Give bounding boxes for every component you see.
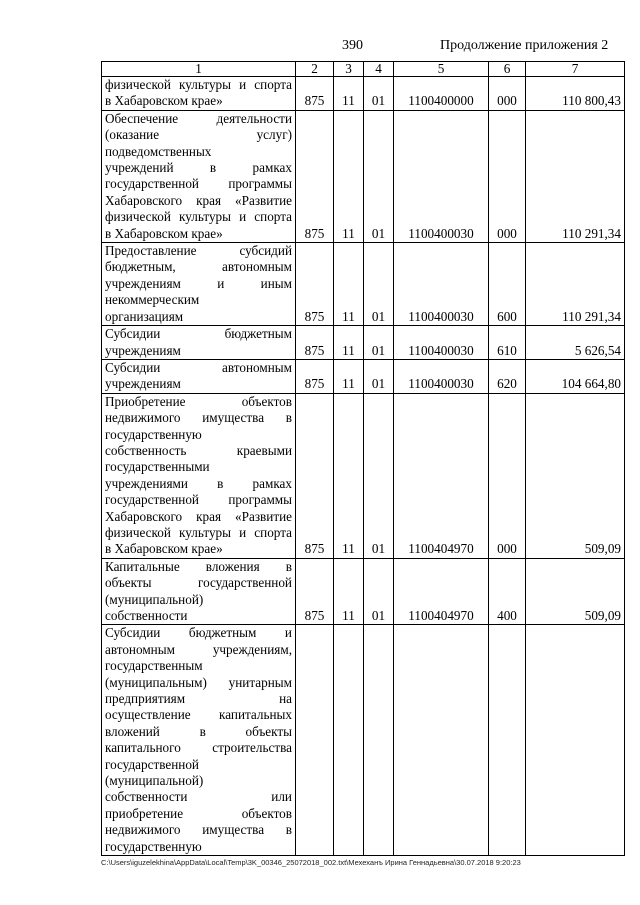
table-row (102, 243, 625, 326)
description-line: организациям (105, 308, 184, 324)
cell-expense-type: 600 (489, 243, 526, 326)
cell-subsection: 01 (364, 110, 394, 242)
description-line: вложений в объекты (105, 723, 292, 739)
description-line: (муниципальной) (105, 773, 204, 789)
description-line: осуществление капитальных (105, 707, 292, 723)
cell-description (102, 625, 296, 856)
cell-description (102, 77, 296, 111)
description-line: учреждениям и иным (105, 275, 292, 291)
cell-section (334, 625, 364, 856)
cell-target-article (394, 625, 489, 856)
cell-subsection: 01 (364, 393, 394, 558)
cell-expense-type: 000 (489, 77, 526, 111)
description-line: в Хабаровском крае» (105, 225, 223, 241)
description-line: физической культуры и спорта (105, 77, 292, 92)
table-row (102, 110, 625, 242)
column-header: 2 (296, 62, 334, 77)
cell-ministry-code: 875 (296, 359, 334, 393)
description-line: учреждениям (105, 376, 181, 392)
description-line: подведомственных (105, 143, 212, 159)
cell-ministry-code: 875 (296, 393, 334, 558)
description-line: собственность краевыми (105, 442, 292, 458)
cell-section: 11 (334, 110, 364, 242)
table-header-row (102, 62, 625, 77)
page-number: 390 (342, 38, 363, 53)
file-path-footer: C:\Users\iguzelekhina\AppData\Local\Temp\3K_00346_25072018_002.txt\Мехеханъ Ирина Геннадьевна\30.07.2018 9:20:23 (101, 858, 521, 867)
cell-description (102, 393, 296, 558)
description-line: в Хабаровском крае» (105, 93, 223, 109)
cell-expense-type: 400 (489, 558, 526, 625)
table-row (102, 558, 625, 625)
table-row (102, 77, 625, 111)
description-line: Субсидии бюджетным и (105, 625, 292, 641)
description-line: некоммерческим (105, 292, 200, 308)
description-line: Капитальные вложения в (105, 558, 292, 574)
cell-expense-type: 000 (489, 393, 526, 558)
description-line: (муниципальным) унитарным (105, 674, 292, 690)
description-line: государственной (105, 756, 199, 772)
description-line: Субсидии автономным (105, 359, 292, 375)
cell-subsection: 01 (364, 77, 394, 111)
cell-target-article: 1100404970 (394, 393, 489, 558)
description-line: бюджетным, автономным (105, 259, 292, 275)
cell-expense-type: 610 (489, 326, 526, 360)
cell-amount: 104 664,80 (526, 359, 625, 393)
description-line: государственной программы (105, 492, 292, 508)
cell-target-article: 1100400000 (394, 77, 489, 111)
column-header: 6 (489, 62, 526, 77)
cell-target-article: 1100400030 (394, 326, 489, 360)
description-line: учреждениям (105, 342, 181, 358)
description-line: приобретение объектов (105, 805, 292, 821)
cell-description (102, 326, 296, 360)
description-line: предприятиям на (105, 691, 292, 707)
table-row (102, 326, 625, 360)
description-line: физической культуры и спорта (105, 524, 292, 540)
cell-amount: 509,09 (526, 393, 625, 558)
cell-subsection: 01 (364, 326, 394, 360)
description-line: собственности (105, 608, 188, 623)
description-line: государственную (105, 838, 202, 854)
cell-target-article: 1100400030 (394, 110, 489, 242)
cell-amount: 110 800,43 (526, 77, 625, 111)
budget-table (101, 61, 625, 856)
cell-section: 11 (334, 243, 364, 326)
cell-ministry-code: 875 (296, 558, 334, 625)
cell-section: 11 (334, 77, 364, 111)
column-header: 7 (526, 62, 625, 77)
description-line: капитального строительства (105, 740, 292, 756)
cell-ministry-code: 875 (296, 77, 334, 111)
description-line: государственную (105, 426, 202, 442)
description-line: учреждений в рамках (105, 160, 292, 176)
cell-ministry-code (296, 625, 334, 856)
cell-section: 11 (334, 359, 364, 393)
cell-subsection: 01 (364, 558, 394, 625)
cell-amount (526, 625, 625, 856)
description-line: недвижимого имущества в (105, 822, 292, 838)
cell-ministry-code: 875 (296, 326, 334, 360)
description-line: недвижимого имущества в (105, 410, 292, 426)
cell-description (102, 558, 296, 625)
cell-description (102, 359, 296, 393)
column-header: 4 (364, 62, 394, 77)
description-line: (оказание услуг) (105, 127, 292, 143)
cell-subsection: 01 (364, 243, 394, 326)
description-line: Предоставление субсидий (105, 243, 292, 259)
description-line: учреждениями в рамках (105, 475, 292, 491)
description-line: Хабаровского края «Развитие (105, 192, 292, 208)
description-line: Приобретение объектов (105, 393, 292, 409)
description-line: Обеспечение деятельности (105, 110, 292, 126)
cell-target-article: 1100400030 (394, 243, 489, 326)
column-header: 5 (394, 62, 489, 77)
description-line: государственными (105, 459, 210, 475)
cell-expense-type (489, 625, 526, 856)
description-line: государственным (105, 658, 203, 674)
description-line: Хабаровского края «Развитие (105, 508, 292, 524)
cell-description (102, 110, 296, 242)
description-line: объекты государственной (105, 575, 292, 591)
cell-subsection: 01 (364, 359, 394, 393)
description-line: в Хабаровском крае» (105, 541, 223, 557)
cell-ministry-code: 875 (296, 110, 334, 242)
table-row (102, 625, 625, 856)
description-line: физической культуры и спорта (105, 209, 292, 225)
continuation-label: Продолжение приложения 2 (440, 38, 609, 53)
table-row (102, 393, 625, 558)
table-row (102, 359, 625, 393)
cell-ministry-code: 875 (296, 243, 334, 326)
cell-amount: 110 291,34 (526, 243, 625, 326)
description-line: (муниципальной) (105, 591, 204, 607)
cell-amount: 509,09 (526, 558, 625, 625)
cell-section: 11 (334, 558, 364, 625)
description-line: Субсидии бюджетным (105, 326, 292, 342)
cell-expense-type: 000 (489, 110, 526, 242)
cell-section: 11 (334, 393, 364, 558)
description-line: автономным учреждениям, (105, 641, 292, 657)
cell-amount: 110 291,34 (526, 110, 625, 242)
description-line: государственной программы (105, 176, 292, 192)
column-header: 1 (102, 62, 296, 77)
description-line: собственности или (105, 789, 292, 805)
cell-amount: 5 626,54 (526, 326, 625, 360)
cell-target-article: 1100404970 (394, 558, 489, 625)
cell-target-article: 1100400030 (394, 359, 489, 393)
cell-section: 11 (334, 326, 364, 360)
cell-expense-type: 620 (489, 359, 526, 393)
cell-subsection (364, 625, 394, 856)
cell-description (102, 243, 296, 326)
column-header: 3 (334, 62, 364, 77)
